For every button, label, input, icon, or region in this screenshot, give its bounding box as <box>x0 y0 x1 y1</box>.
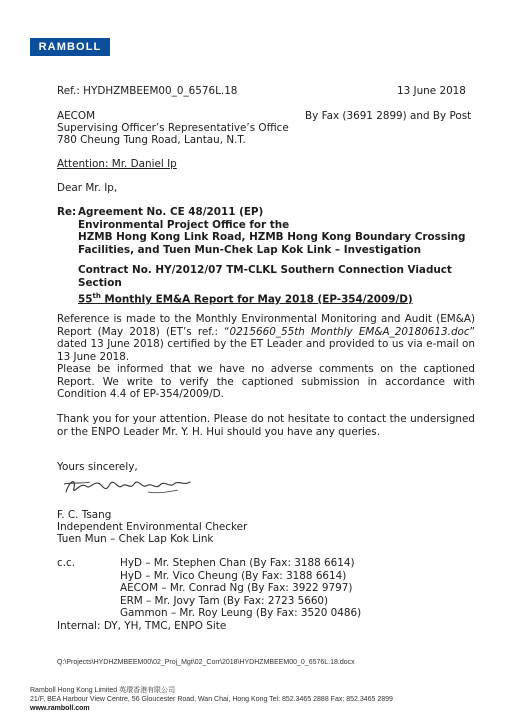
cc-recipient: AECOM – Mr. Conrad Ng (By Fax: 3922 9797) <box>120 582 353 595</box>
file-path: Q:\Projects\HYDHZMBEEM00\02_Proj_Mgt\02_Corr\2018\HYDHZMBEEM00_0_6576L.18.docx <box>57 659 355 666</box>
paragraph-reference <box>57 313 475 363</box>
subject-line: Environmental Project Office for the <box>78 218 290 231</box>
salutation: Dear Mr. Ip, <box>57 182 118 194</box>
report-title-text: Monthly EM&A Report for May 2018 (EP-354/2009/D) <box>100 293 413 306</box>
subject-line: Facilities, and Tuen Mun-Chek Lap Kok Link – Investigation <box>78 243 422 256</box>
subject-line: HZMB Hong Kong Link Road, HZMB Hong Kong Boundary Crossing <box>78 231 466 244</box>
re-label: Re: <box>57 206 77 218</box>
report-number-suffix: th <box>92 291 101 300</box>
cc-recipient: HyD – Mr. Stephen Chan (By Fax: 3188 6614) <box>120 557 355 569</box>
signer-name: F. C. Tsang <box>57 509 112 521</box>
subject-line: Agreement No. CE 48/2011 (EP) <box>78 206 264 218</box>
subject-block <box>78 206 465 306</box>
delivery-method: By Fax (3691 2899) and By Post <box>305 110 472 122</box>
document-filename: 0215660_55th Monthly EM&A_20180613.doc <box>229 325 470 338</box>
recipient-office: Supervising Officer’s Representative’s Office <box>57 122 289 134</box>
cc-label: c.c. <box>57 557 76 569</box>
recipient-address: 780 Cheung Tung Road, Lantau, N.T. <box>57 134 246 146</box>
footer-company: Ramboll Hong Kong Limited 英環香港有限公司 <box>30 687 176 694</box>
closing: Yours sincerely, <box>57 461 138 473</box>
report-number: 55 <box>78 293 93 306</box>
paragraph-text: ” dated 13 June 2018) certified by the ET Leader and provided to us via e-mail on 13 June 2018. <box>57 325 476 363</box>
reference-number: Ref.: HYDHZMBEEM00_0_6576L.18 <box>57 85 238 97</box>
paragraph-thanks: Thank you for your attention. Please do not hesitate to contact the undersigned or the ENPO Leader Mr. Y. H. Hui should you have any queries. <box>57 413 475 438</box>
cc-recipient: ERM – Mr. Jovy Tam (By Fax: 2723 5660) <box>120 594 329 607</box>
handwritten-signature <box>60 470 200 504</box>
cc-recipient: HyD – Mr. Vico Cheung (By Fax: 3188 6614) <box>120 569 347 582</box>
attention-line: Attention: Mr. Daniel Ip <box>57 158 177 170</box>
recipient-org: AECOM <box>57 110 96 122</box>
internal-distribution: Internal: DY, YH, TMC, ENPO Site <box>57 620 227 632</box>
footer-address: 21/F, BEA Harbour View Centre, 56 Gloucester Road, Wan Chai, Hong Kong Tel: 852.3465 2888 Fax: 852.3465 2899 <box>30 696 393 703</box>
contract-line: Contract No. HY/2012/07 TM-CLKL Southern Connection Viaduct <box>78 264 452 277</box>
footer-website: www.ramboll.com <box>30 705 90 712</box>
ramboll-logo: RAMBOLL <box>30 38 110 56</box>
paragraph-no-comments: Please be informed that we have no adverse comments on the captioned Report. We write to verify the captioned submission in accordance with Condition 4.4 of EP-354/2009/D. <box>57 363 475 401</box>
paragraph-text: Reference is made to the Monthly Environmental Monitoring and Audit (EM&A) Report (May 2018) (ET’s ref.: “ <box>57 313 475 338</box>
signer-project: Tuen Mun – Chek Lap Kok Link <box>57 533 214 545</box>
letter-date: 13 June 2018 <box>397 85 466 97</box>
report-title <box>78 290 465 306</box>
contract-line: Section <box>78 276 122 289</box>
cc-list <box>120 557 361 620</box>
signer-title: Independent Environmental Checker <box>57 521 248 533</box>
cc-recipient: Gammon – Mr. Roy Leung (By Fax: 3520 0486) <box>120 607 362 620</box>
